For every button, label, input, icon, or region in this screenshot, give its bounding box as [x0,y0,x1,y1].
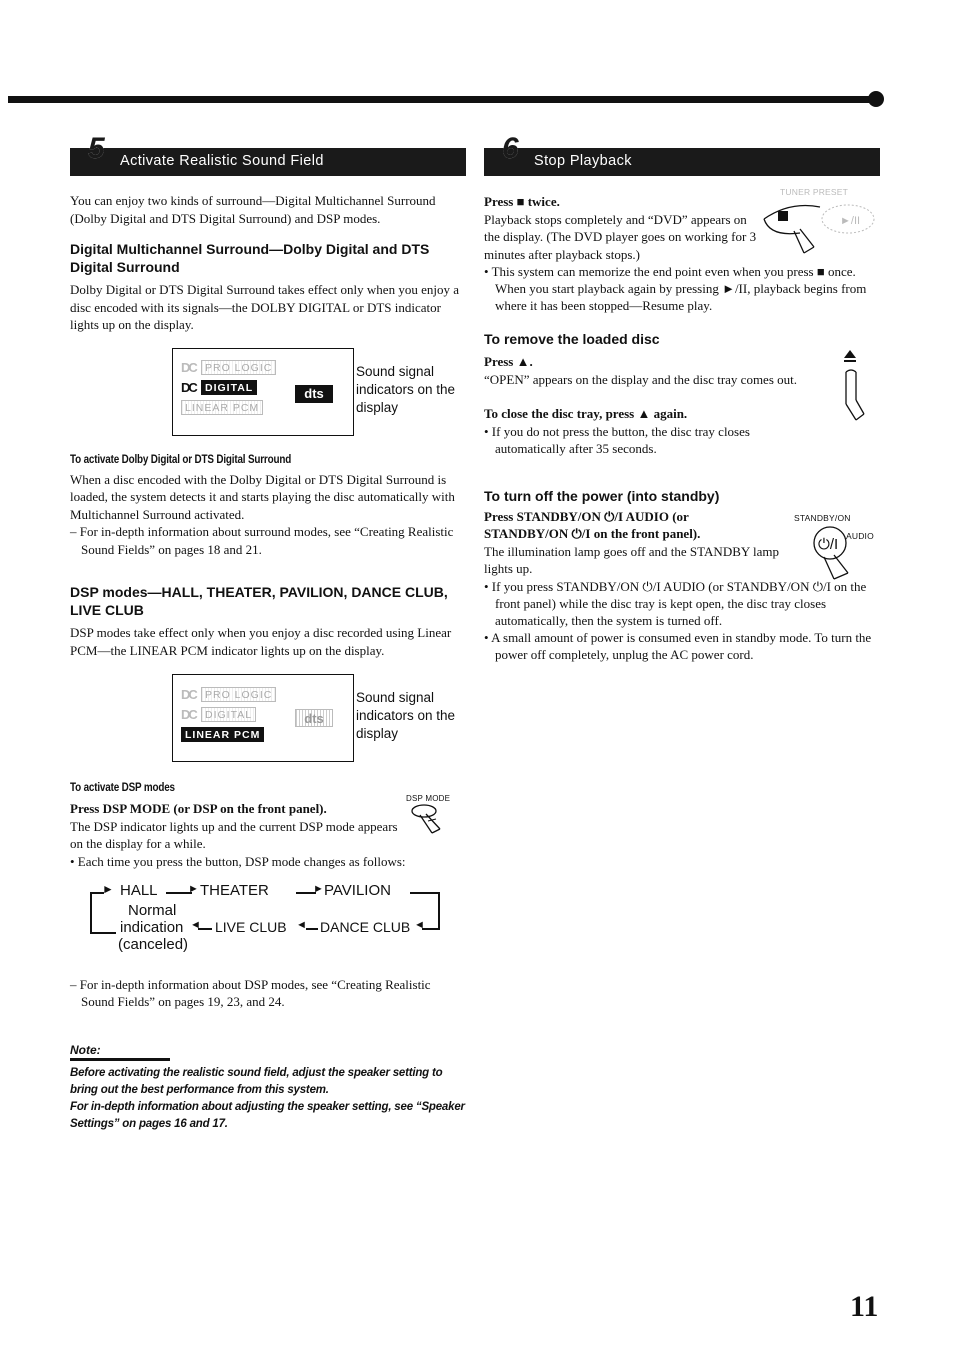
page-number: 11 [850,1290,879,1323]
linear-pcm-indicator: LINEAR PCM [181,399,281,417]
eject-text: “OPEN” appears on the display and the disc tray comes out. [484,371,797,387]
close-tray-bullet: • If you do not press the button, the disc tray closes automatically after 35 seconds. [484,423,750,456]
eject-button-illustration [840,348,870,433]
stop-button-hand-icon [760,197,880,257]
flow-normal-1: Normal [128,901,177,919]
standby-text: The illumination lamp goes off and the STANDBY lamp lights up. [484,543,780,576]
remove-disc-block [484,330,880,457]
stop-block [484,187,880,314]
standby-press-line-1: Press STANDBY/ON ⏻/I AUDIO (or [484,508,689,524]
resume-bullet: • This system can memorize the end point even when you press ■ once. When you start playback again by pressing ►/II, playback begins from where it has been stopped—Resume play. [484,264,867,313]
standby-button-illustration [794,513,880,588]
linear-pcm-indicator: LINEAR PCM [181,725,281,743]
digital-heading: Digital Multichannel Surround—Dolby Digital and DTS Digital Surround [70,241,430,275]
pro-logic-indicator: DC PRO LOGIC [181,359,281,377]
stop-press-instruction: Press ■ twice. [484,194,560,209]
dsp-text: DSP modes take effect only when you enjoy a disc recorded using Linear PCM—the LINEAR PCM indicator lights up on the display. [70,625,452,658]
dolby-dts-subheading: To activate Dolby Digital or DTS Digital Surround [70,453,292,466]
flow-hall: HALL [120,881,158,899]
dsp-mode-label: DSP MODE [406,794,451,803]
section-number: 6 [502,132,520,165]
dsp-bullet: • Each time you press the button, DSP mode changes as follows: [70,853,406,869]
flow-pavilion: PAVILION [324,881,391,899]
note-line-2: For in-depth information about adjusting the speaker setting, see “Speaker Settings” on pages 16 and 17. [70,1100,465,1130]
intro-text: You can enjoy two kinds of surround—Digital Multichannel Surround (Dolby Digital and DTS Digital Surround) and DSP modes. [70,193,436,226]
dts-indicator: dts [295,709,333,727]
top-rule [8,96,876,103]
dsp-reference: – For in-depth information about DSP modes, see “Creating Realistic Sound Fields” on pages 19, 23, and 24. [70,976,431,1009]
dolby-digital-indicator: DC DIGITAL [181,379,281,397]
note-line-1: Before activating the realistic sound field, adjust the speaker setting to bring out the best performance from this system. [70,1066,443,1096]
digital-text: Dolby Digital or DTS Digital Surround takes effect only when you enjoy a disc encoded with its signals—the DOLBY DIGITAL or DTS indicator lights up on the display. [70,282,459,332]
dsp-activate-block [70,782,466,870]
audio-label: AUDIO [846,530,874,541]
pro-logic-indicator: DC PRO LOGIC [181,685,281,703]
left-column [70,132,466,1133]
right-column [484,132,880,663]
top-rule-dot [868,91,884,107]
eject-hand-icon [840,348,870,428]
indicator-caption: Sound signal indicators on the display [356,363,456,415]
standby-bullet-1: • If you press STANDBY/ON ⏻/I AUDIO (or STANDBY/ON ⏻/I on the front panel) while the disc tray is kept open, the disc tray closes automatically, then the system is turned off. [484,578,867,628]
dsp-press-text: The DSP indicator lights up and the current DSP mode appears on the display for a while. [70,818,398,851]
indicator-box-dsp [172,674,456,762]
indicator-panel [181,685,281,745]
section-title: Stop Playback [534,153,632,169]
close-tray-instruction: To close the disc tray, press ▲ again. [484,406,688,421]
dsp-mode-flow-diagram: ► HALL ► THEATER ► PAVILION ◄ DANCE CLUB ◄ LIVE CLUB ◄ Normal indication (canceled) [70,882,466,962]
flow-live-club: LIVE CLUB [215,918,287,935]
flow-theater: THEATER [200,881,269,899]
standby-on-label: STANDBY/ON [794,512,851,523]
stop-button-illustration [760,187,880,262]
eject-press-instruction: Press ▲. [484,354,533,369]
note-block [70,1041,466,1133]
standby-press-line-2: STANDBY/ON ⏻/I on the front panel). [484,526,701,541]
svg-text:►/II: ►/II [840,215,861,227]
dsp-subheading: To activate DSP modes [70,782,175,794]
dsp-press-instruction: Press DSP MODE (or DSP on the front panel). [70,801,327,816]
svg-text:⏻/I: ⏻/I [818,535,839,553]
standby-heading: To turn off the power (into standby) [484,487,720,504]
dolby-dts-text: When a disc encoded with the Dolby Digital or DTS Digital Surround is loaded, the system detects it and starts playing the disc automatically with Multichannel Surround activated. [70,471,455,522]
stop-press-text: Playback stops completely and “DVD” appears on the display. (The DVD player goes on working for 3 minutes after playback stops.) [484,211,757,262]
section-number: 5 [88,132,106,165]
pointing-hand-icon [406,803,456,837]
note-title: Note: [70,1043,170,1061]
flow-normal-2: indication [120,918,184,936]
standby-bullet-2: • A small amount of power is consumed even in standby mode. To turn the power off completely, unplug the AC power cord. [484,629,872,662]
dolby-digital-indicator: DC DIGITAL [181,705,281,723]
surround-reference: – For in-depth information about surround modes, see “Creating Realistic Sound Fields” on pages 18 and 21. [70,524,454,557]
dsp-heading: DSP modes—HALL, THEATER, PAVILION, DANCE CLUB, LIVE CLUB [70,584,448,618]
section-title: Activate Realistic Sound Field [120,153,324,169]
flow-normal-3: (canceled) [118,935,189,953]
indicator-panel [181,359,281,419]
dts-indicator: dts [295,385,333,403]
tuner-preset-label: TUNER PRESET [780,187,849,197]
indicator-box-digital [172,348,456,436]
dsp-mode-button-illustration [406,794,466,842]
standby-block [484,487,880,663]
remove-heading: To remove the loaded disc [484,331,660,347]
section-bar-stop-playback [484,132,880,176]
section-bar-activate-sound [70,132,466,176]
flow-dance-club: DANCE CLUB [320,918,411,935]
indicator-caption: Sound signal indicators on the display [356,690,456,741]
